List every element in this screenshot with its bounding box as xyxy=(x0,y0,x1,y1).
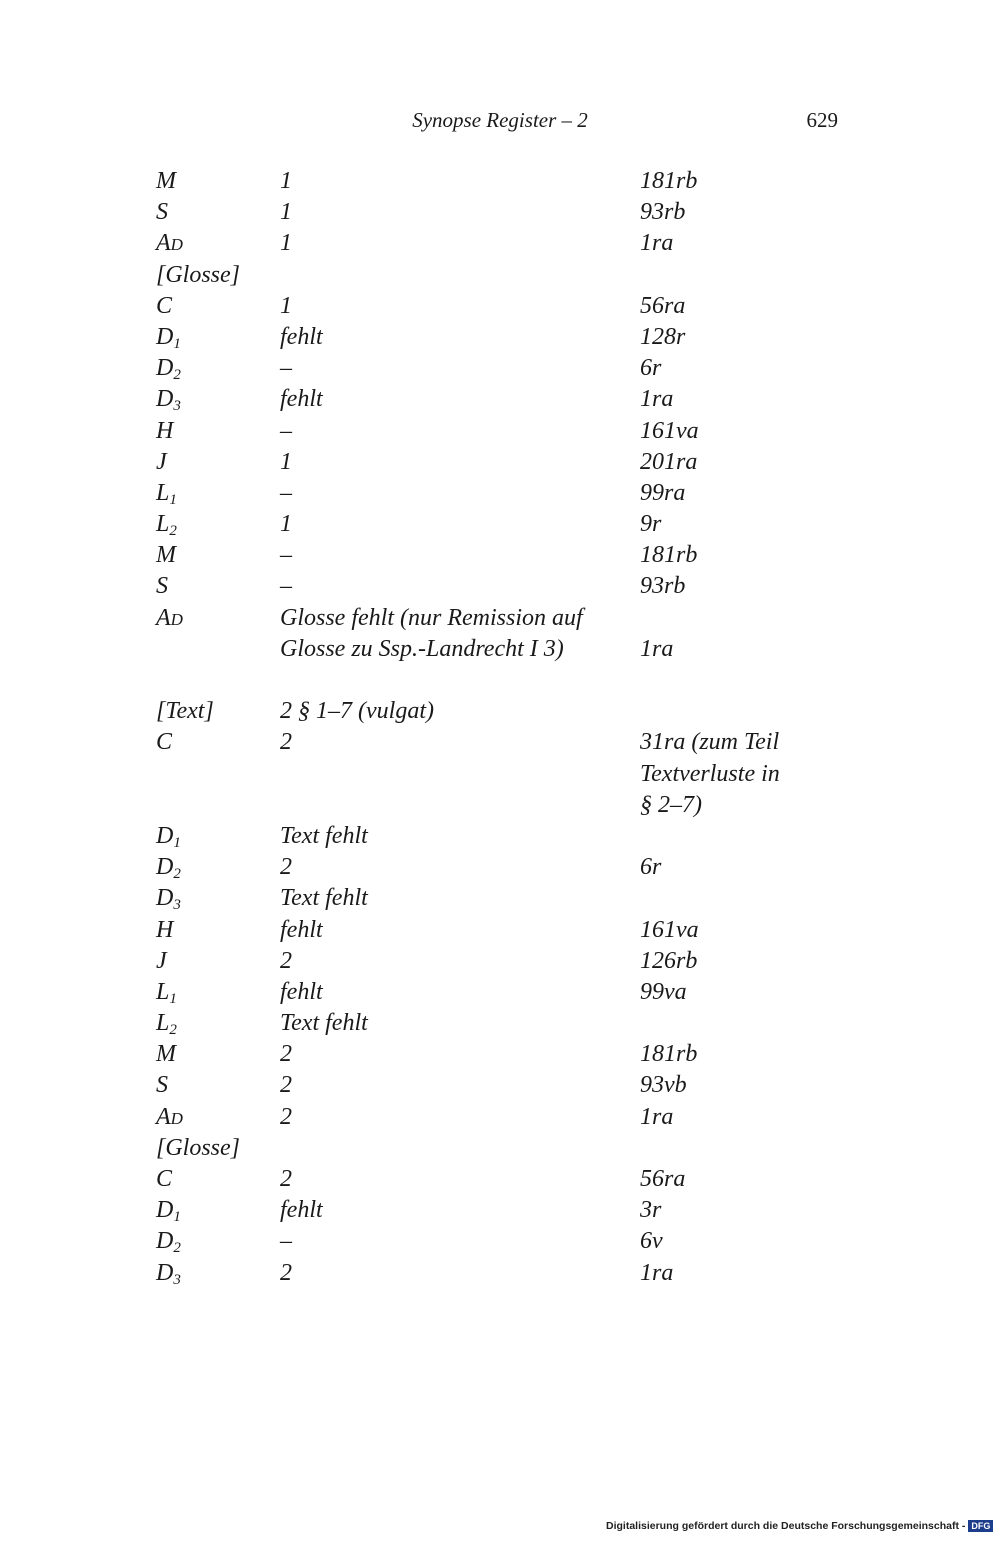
siglum-cell xyxy=(156,509,177,540)
chapter-cell: 1 xyxy=(280,448,292,475)
siglum-cell xyxy=(156,353,181,384)
folio-cell: 181rb xyxy=(640,542,698,569)
folio-cell: 201ra xyxy=(640,448,698,475)
siglum-cell xyxy=(156,883,181,914)
chapter-cell: 2 xyxy=(280,1041,292,1068)
siglum-cell xyxy=(156,571,168,602)
table-row xyxy=(0,1039,1000,1070)
chapter-cell: fehlt xyxy=(280,978,323,1005)
siglum-letter: D xyxy=(156,386,174,413)
table-row xyxy=(0,571,1000,602)
folio-cell: 6r xyxy=(640,854,662,881)
folio-cell: 181rb xyxy=(640,168,698,194)
siglum-subscript: 2 xyxy=(173,866,181,883)
siglum-cell xyxy=(156,977,177,1008)
table-row xyxy=(0,634,1000,665)
chapter-cell: 2 xyxy=(280,1072,292,1099)
siglum-letter: S xyxy=(156,199,168,226)
siglum-subscript: 1 xyxy=(173,834,181,851)
siglum-smallcaps: D xyxy=(170,235,183,255)
table-row xyxy=(0,1008,1000,1039)
table-row xyxy=(0,977,1000,1008)
siglum-letter: A xyxy=(156,1103,171,1130)
siglum-letter: D xyxy=(156,885,174,912)
folio-cell: § 2–7) xyxy=(640,791,702,818)
siglum-subscript: 1 xyxy=(173,335,181,352)
chapter-cell: 2 xyxy=(280,1259,292,1286)
siglum-subscript: 2 xyxy=(173,1240,181,1257)
siglum-subscript: 2 xyxy=(169,1022,177,1039)
siglum-letter: D xyxy=(156,854,174,881)
siglum-subscript: 2 xyxy=(173,367,181,384)
siglum-subscript: 3 xyxy=(173,398,181,415)
folio-cell: 1ra xyxy=(640,635,674,662)
siglum-subscript: 1 xyxy=(173,1209,181,1226)
table-row xyxy=(0,260,1000,291)
folio-cell: 99ra xyxy=(640,479,686,506)
folio-cell: 128r xyxy=(640,323,686,350)
table-row xyxy=(0,322,1000,353)
siglum-letter: M xyxy=(156,168,176,194)
page-number: 629 xyxy=(806,108,838,132)
folio-cell: 6v xyxy=(640,1228,663,1255)
chapter-cell: Text fehlt xyxy=(280,885,368,912)
siglum-cell xyxy=(156,915,173,946)
siglum-subscript: 2 xyxy=(169,523,177,540)
chapter-cell: 1 xyxy=(280,230,292,257)
siglum-letter: [Glosse] xyxy=(156,261,241,288)
table-row xyxy=(0,166,1000,197)
chapter-cell: – xyxy=(280,417,292,444)
siglum-cell xyxy=(156,166,176,197)
chapter-cell: – xyxy=(280,542,292,569)
chapter-cell: 1 xyxy=(280,199,292,226)
folio-cell: 126rb xyxy=(640,947,698,974)
siglum-letter: H xyxy=(156,417,174,444)
chapter-cell: Text fehlt xyxy=(280,1010,368,1037)
siglum-letter: J xyxy=(156,448,167,475)
table-row xyxy=(0,759,1000,790)
table-row xyxy=(0,915,1000,946)
siglum-cell xyxy=(156,1164,172,1195)
siglum-cell xyxy=(156,322,181,353)
chapter-cell: fehlt xyxy=(280,386,323,413)
folio-cell: 161va xyxy=(640,916,699,943)
table-row xyxy=(0,384,1000,415)
chapter-cell: fehlt xyxy=(280,1197,323,1224)
siglum-letter: L xyxy=(156,479,170,506)
folio-cell: 1ra xyxy=(640,1259,674,1286)
footer-text: Digitalisierung gefördert durch die Deutsche Forschungsgemeinschaft - xyxy=(606,1520,966,1532)
chapter-cell: fehlt xyxy=(280,323,323,350)
siglum-cell xyxy=(156,946,167,977)
siglum-cell xyxy=(156,447,167,478)
chapter-cell: – xyxy=(280,573,292,600)
table-row xyxy=(0,291,1000,322)
chapter-cell: 1 xyxy=(280,168,292,194)
siglum-cell xyxy=(156,1008,177,1039)
folio-cell: 93rb xyxy=(640,573,686,600)
folio-cell: 56ra xyxy=(640,292,686,319)
folio-cell: 56ra xyxy=(640,1166,686,1192)
table-row xyxy=(0,946,1000,977)
table-row xyxy=(0,509,1000,540)
siglum-cell xyxy=(156,1070,168,1101)
table-row xyxy=(0,727,1000,758)
chapter-cell: Text fehlt xyxy=(280,822,368,849)
siglum-letter: [Glosse] xyxy=(156,1134,241,1161)
siglum-letter: J xyxy=(156,947,167,974)
siglum-cell xyxy=(156,1258,181,1289)
chapter-cell: 2 xyxy=(280,1166,292,1192)
folio-cell: 93rb xyxy=(640,199,686,226)
siglum-letter: D xyxy=(156,1228,174,1255)
siglum-letter: C xyxy=(156,1166,173,1192)
siglum-cell xyxy=(156,416,173,447)
table-row xyxy=(0,353,1000,384)
chapter-cell: Glosse fehlt (nur Remission auf xyxy=(280,604,583,631)
siglum-letter: A xyxy=(156,604,171,631)
siglum-cell xyxy=(156,727,172,758)
siglum-smallcaps: D xyxy=(170,609,183,629)
siglum-cell xyxy=(156,1226,181,1257)
table-row xyxy=(0,1133,1000,1164)
siglum-subscript: 1 xyxy=(169,990,177,1007)
table-row xyxy=(0,1164,1000,1195)
siglum-cell xyxy=(156,696,214,727)
table-row xyxy=(0,852,1000,883)
footer-credit xyxy=(606,1520,993,1532)
siglum-cell xyxy=(156,821,181,852)
table-row xyxy=(0,416,1000,447)
siglum-letter: D xyxy=(156,323,174,350)
chapter-cell: 2 xyxy=(280,854,292,881)
siglum-cell xyxy=(156,603,183,635)
siglum-cell xyxy=(156,291,172,322)
siglum-letter: H xyxy=(156,916,174,943)
siglum-subscript: 3 xyxy=(173,897,181,914)
siglum-letter: S xyxy=(156,1072,168,1099)
siglum-letter: [Text] xyxy=(156,698,214,725)
folio-cell: 31ra (zum Teil xyxy=(640,729,780,756)
chapter-cell: 2 xyxy=(280,729,292,756)
folio-cell: 99va xyxy=(640,978,687,1005)
chapter-cell: Glosse zu Ssp.-Landrecht I 3) xyxy=(280,635,564,662)
siglum-smallcaps: D xyxy=(170,1108,183,1128)
siglum-cell xyxy=(156,1039,176,1070)
synopsis-table xyxy=(0,166,1000,1289)
siglum-cell xyxy=(156,384,181,415)
siglum-letter: D xyxy=(156,1259,174,1286)
siglum-letter: M xyxy=(156,1041,176,1068)
siglum-letter: A xyxy=(156,230,171,257)
siglum-cell xyxy=(156,1195,181,1226)
chapter-cell: – xyxy=(280,1228,292,1255)
siglum-cell xyxy=(156,260,240,291)
dfg-logo: DFG xyxy=(968,1520,993,1532)
folio-cell: 1ra xyxy=(640,1103,674,1130)
siglum-letter: L xyxy=(156,1010,170,1037)
table-row xyxy=(0,228,1000,259)
siglum-cell xyxy=(156,228,183,260)
chapter-cell: – xyxy=(280,355,292,382)
siglum-cell xyxy=(156,540,176,571)
siglum-letter: L xyxy=(156,978,170,1005)
folio-cell: 1ra xyxy=(640,230,674,257)
folio-cell: 6r xyxy=(640,355,662,382)
siglum-letter: D xyxy=(156,1197,174,1224)
chapter-cell: 2 § 1–7 (vulgat) xyxy=(280,698,434,725)
siglum-letter: L xyxy=(156,511,170,538)
table-row xyxy=(0,1195,1000,1226)
table-row xyxy=(0,603,1000,634)
chapter-cell: – xyxy=(280,479,292,506)
siglum-cell xyxy=(156,197,168,228)
siglum-letter: D xyxy=(156,822,174,849)
siglum-letter: C xyxy=(156,292,173,319)
siglum-subscript: 3 xyxy=(173,1271,181,1288)
folio-cell: 93vb xyxy=(640,1072,687,1099)
siglum-letter: C xyxy=(156,729,173,756)
siglum-cell xyxy=(156,1102,183,1134)
chapter-cell: 1 xyxy=(280,511,292,538)
siglum-letter: D xyxy=(156,355,174,382)
folio-cell: 181rb xyxy=(640,1041,698,1068)
folio-cell: 161va xyxy=(640,417,699,444)
table-row xyxy=(0,665,1000,696)
folio-cell: 3r xyxy=(640,1197,662,1224)
chapter-cell: 2 xyxy=(280,947,292,974)
table-row xyxy=(0,540,1000,571)
chapter-cell: fehlt xyxy=(280,916,323,943)
folio-cell: 1ra xyxy=(640,386,674,413)
table-row xyxy=(0,1070,1000,1101)
table-row xyxy=(0,197,1000,228)
table-row xyxy=(0,1102,1000,1133)
table-row xyxy=(0,790,1000,821)
chapter-cell: 1 xyxy=(280,292,292,319)
chapter-cell: 2 xyxy=(280,1103,292,1130)
siglum-subscript: 1 xyxy=(169,491,177,508)
folio-cell: Textverluste in xyxy=(640,760,780,787)
table-row xyxy=(0,447,1000,478)
siglum-letter: M xyxy=(156,542,176,569)
table-row xyxy=(0,1258,1000,1289)
table-row xyxy=(0,696,1000,727)
siglum-cell xyxy=(156,852,181,883)
table-row xyxy=(0,821,1000,852)
table-row xyxy=(0,478,1000,509)
folio-cell: 9r xyxy=(640,511,662,538)
table-row xyxy=(0,1226,1000,1257)
table-row xyxy=(0,883,1000,914)
siglum-cell xyxy=(156,1133,240,1164)
siglum-cell xyxy=(156,478,177,509)
running-header-title: Synopse Register – 2 xyxy=(412,108,588,132)
siglum-letter: S xyxy=(156,573,168,600)
